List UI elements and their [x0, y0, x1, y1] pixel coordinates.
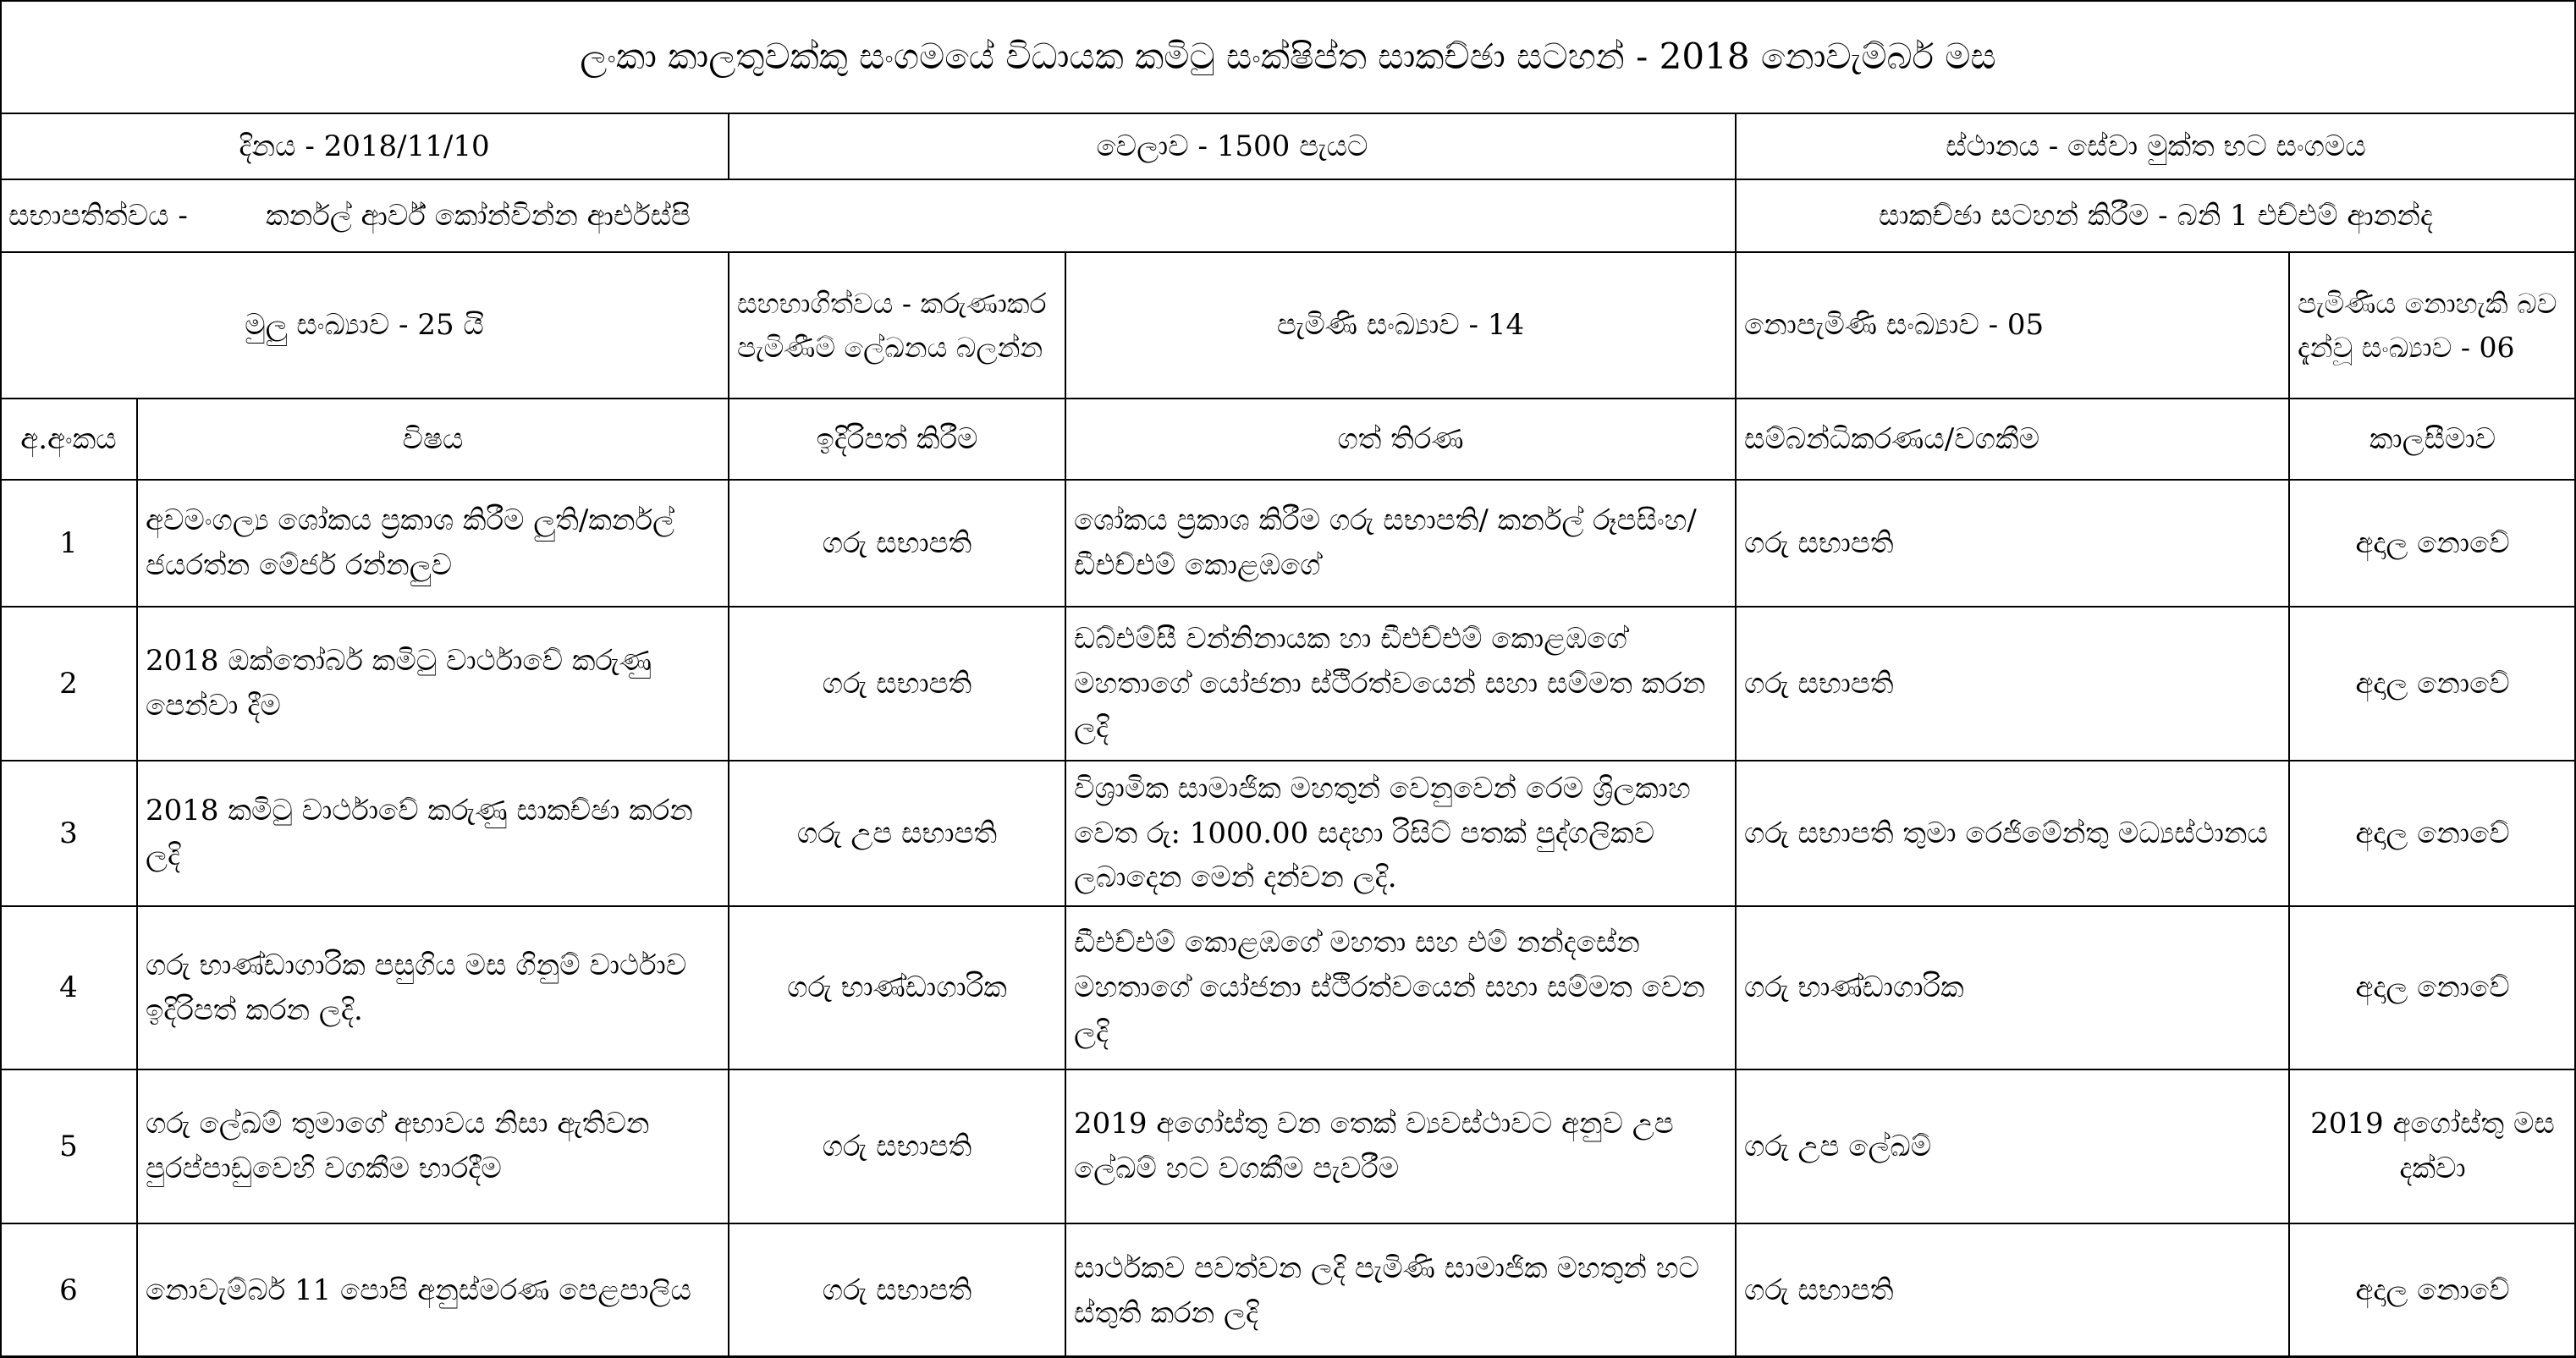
row-divider	[0, 479, 2576, 481]
row-subject: 2018 ඔක්තෝබර් කමිටු වාර්ථාවේ කරුණු පෙන්වා දීම	[146, 644, 652, 723]
header-deadline: කාලසීමාව	[2369, 421, 2496, 456]
row-presented-by: ගරු උප සභාපති	[796, 816, 998, 850]
excused-count: පැමිණිය නොහැකි බව දැන්වූ සංඛ්‍යාව - 06	[2298, 287, 2557, 364]
row-divider	[0, 179, 2576, 180]
row-deadline: අදාල නොවේ	[2355, 1273, 2510, 1308]
row-number: 3	[59, 816, 78, 850]
row-divider	[0, 1069, 2576, 1070]
header-responsibility: සම්බන්ධිකරණය/වගකීම	[1744, 421, 2040, 456]
row-divider	[0, 606, 2576, 608]
meeting-date: දිනය - 2018/11/10	[239, 129, 490, 163]
row-deadline: අදාල නොවේ	[2355, 525, 2510, 560]
row-divider	[0, 113, 2576, 114]
document-title: ලංකා කාලතුවක්කු සංගමයේ විධායක කමිටු සංක්ෂිප්ත සාකච්ඡා සටහන් - 2018 නොවැම්බර් මස	[580, 36, 1996, 78]
row-number: 6	[59, 1273, 78, 1308]
total-members: මුලු සංඛ්‍යාව - 25 යි	[245, 308, 484, 343]
row-presented-by: ගරු සභාපති	[822, 525, 972, 560]
row-decision: සාර්ථකව පවත්වන ලදි පැමිණි සාමාජික මහතුන් හට ස්තුති කරන ලදි	[1074, 1251, 1699, 1330]
chairperson-name: කර්නල් ආර්ව් කෝන්වින්න ආර්එස්පි	[266, 198, 691, 233]
meeting-place: ස්ථානය - සේවා මුක්ත භට සංගමය	[1946, 129, 2366, 163]
chairperson-label: සභාපතිත්වය -	[8, 198, 188, 233]
row-subject: අවමංගල්‍ය ශෝකය ප්‍රකාශ කිරීම ලුති/කර්නල් ජයරත්න මේජර් රන්නලුව	[146, 503, 674, 582]
column-divider	[1065, 252, 1066, 1358]
participation-note: සහභාගිත්වය - කරුණාකර පැමිණීම් ලේඛනය බලන්න	[737, 287, 1047, 364]
row-deadline: 2019 අගෝස්තු මස දක්වා	[2310, 1107, 2555, 1185]
row-subject: නොවැම්බර් 11 පොපි අනුස්මරණ පෙළපාලිය	[146, 1273, 691, 1308]
row-decision: ශෝකය ප්‍රකාශ කිරීම ගරු සභාපති/ කර්නල් රූපසිංහ/ඩීඑච්එම් කොළඹගේ	[1074, 503, 1697, 582]
row-subject: ගරු ලේඛම් තුමාගේ අභාවය නිසා ඇතිවන පුරප්පාඩුවෙහි වගකීම භාරදීම	[146, 1107, 650, 1185]
row-divider	[0, 398, 2576, 399]
row-number: 5	[59, 1129, 78, 1163]
row-deadline: අදාල නොවේ	[2355, 970, 2510, 1005]
row-deadline: අදාල නොවේ	[2355, 666, 2510, 701]
table-border-top	[0, 0, 2576, 2]
minutes-taker: සාකච්ඡා සටහන් කිරීම - බනි 1 එච්එම් ආනන්ද	[1878, 198, 2434, 233]
row-responsibility: ගරු උප ලේඛම්	[1744, 1129, 1932, 1163]
row-divider	[0, 1223, 2576, 1224]
absent-count: නොපැමිණි සංඛ්‍යාව - 05	[1744, 308, 2045, 343]
column-divider	[1735, 113, 1737, 1358]
row-decision: ඩීඑච්එම් කොළඹගේ මහතා සහ එම් නන්දසේන මහතාගේ යෝජනා ස්ථිරත්වයෙන් සහා සම්මත වෙන ලදි	[1074, 926, 1705, 1049]
row-responsibility: ගරු සභාපති තුමා රෙජිමේන්තු මධ්‍යස්ථානය	[1744, 816, 2268, 850]
row-presented-by: ගරු සභාපති	[822, 1273, 972, 1308]
header-presented-by: ඉදිරිපත් කිරීම	[816, 421, 978, 456]
row-responsibility: ගරු සභාපති	[1744, 1273, 1894, 1308]
column-divider	[728, 113, 729, 179]
header-number: අ.අංකය	[20, 421, 117, 456]
header-decision: ගත් තිරණ	[1337, 421, 1464, 456]
header-subject: විෂය	[402, 421, 464, 456]
row-divider	[0, 760, 2576, 761]
row-decision: ඩබ්එම්සී වන්නිනායක හා ඩීඑච්එම් කොළඹගේ මහතාගේ යෝජනා ස්ථිරත්වයෙන් සහා සම්මත කරන ලදි	[1074, 621, 1706, 745]
row-decision: 2019 අගෝස්තු වන තෙක් ව්‍යවස්ථාවට අනුව උප ලේඛම් හට වගකීම පැවරීම	[1074, 1107, 1674, 1185]
column-divider	[728, 252, 729, 1358]
row-responsibility: ගරු සභාපති	[1744, 525, 1894, 560]
table-border-left	[0, 0, 2, 1358]
present-count: පැමිණි සංඛ්‍යාව - 14	[1276, 308, 1525, 343]
row-deadline: අදාල නොවේ	[2355, 816, 2510, 850]
row-responsibility: ගරු සභාපති	[1744, 666, 1894, 701]
row-presented-by: ගරු සභාපති	[822, 1129, 972, 1163]
meeting-time: වෙලාව - 1500 පැයට	[1096, 129, 1368, 163]
row-subject: 2018 කමිටු වාර්ථාවේ කරුණු සාකච්ඡා කරන ලදි	[146, 794, 693, 872]
row-number: 4	[59, 970, 78, 1005]
row-subject: ගරු භාණ්ඩාගාරික පසුගිය මස ගිනුම් වාර්ථාව ඉදිරිපත් කරන ලදි.	[146, 948, 687, 1027]
column-divider	[2288, 252, 2290, 1358]
row-presented-by: ගරු සභාපති	[822, 666, 972, 701]
row-divider	[0, 251, 2576, 253]
row-responsibility: ගරු භාණ්ඩාගාරික	[1744, 970, 1964, 1005]
row-presented-by: ගරු භාණ්ඩාගාරික	[787, 970, 1007, 1005]
row-number: 1	[59, 525, 78, 560]
row-decision: විශ්‍රාමික සාමාජික මහතුන් වෙනුවෙන් රෙම ශ්‍රිලකාහ වෙත රු: 1000.00 සදහා රිසිට් පතක් පුද්ගලිකව ලබාදෙන මෙන් දන්වන ලදි.	[1074, 771, 1691, 895]
row-number: 2	[59, 666, 78, 701]
row-divider	[0, 905, 2576, 907]
column-divider	[136, 399, 138, 1358]
